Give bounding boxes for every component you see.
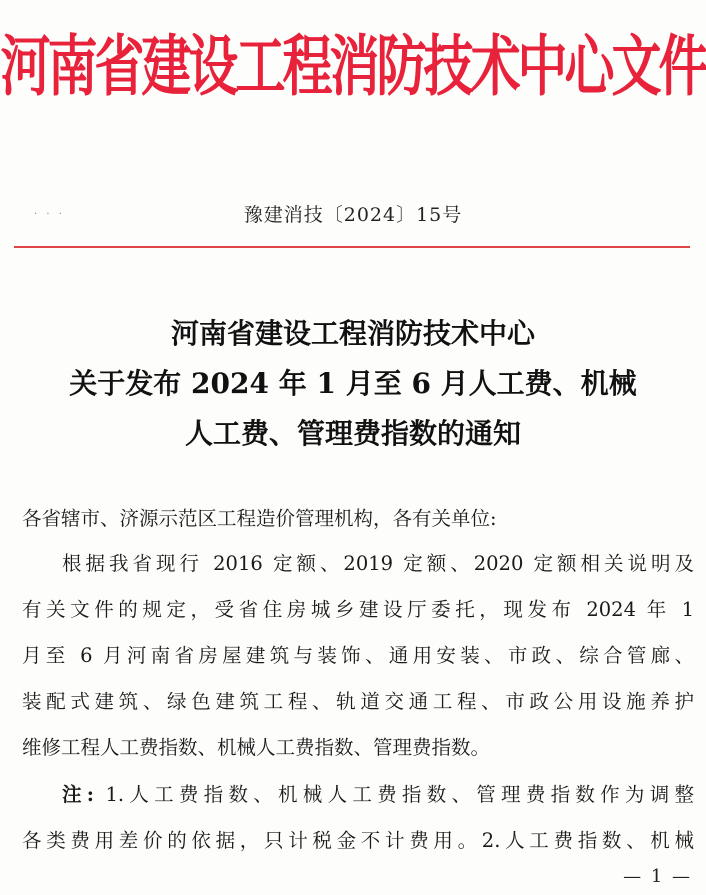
paragraph-line: 有关文件的规定，受省住房城乡建设厅委托，现发布 2024 年 1 [22,598,694,621]
header-divider [14,246,690,248]
document-number: 豫建消技〔2024〕15号 [243,204,463,226]
paragraph-line: 根据我省现行 2016 定额、2019 定额、2020 定额相关说明及 [62,552,694,575]
notice-title-line-1: 河南省建设工程消防技术中心 [170,317,535,350]
notice-title-line-3: 人工费、管理费指数的通知 [184,417,521,450]
note-line [62,779,694,807]
note-text: 1.人工费指数、机械人工费指数、管理费指数作为调整 [93,783,694,806]
page-number: — 1 — [623,866,692,887]
paragraph-line: 装配式建筑、绿色建筑工程、轨道交通工程、市政公用设施养护 [22,690,694,713]
note-line: 各类费用差价的依据，只计税金不计费用。2.人工费指数、机械 [22,829,694,852]
notice-title-line-2: 关于发布 2024 年 1 月至 6 月人工费、机械 [69,367,637,400]
paragraph-line: 维修工程人工费指数、机械人工费指数、管理费指数。 [22,736,491,759]
note-label: 注: [62,783,94,806]
paragraph-line: 月至 6 月河南省房屋建筑与装饰、通用安装、市政、综合管廊、 [22,644,694,667]
document-header-title: 河南省建设工程消防技术中心文件 [0,28,706,106]
salutation: 各省辖市、济源示范区工程造价管理机构，各有关单位: [22,507,497,530]
scan-smudge: · · · [34,209,65,220]
